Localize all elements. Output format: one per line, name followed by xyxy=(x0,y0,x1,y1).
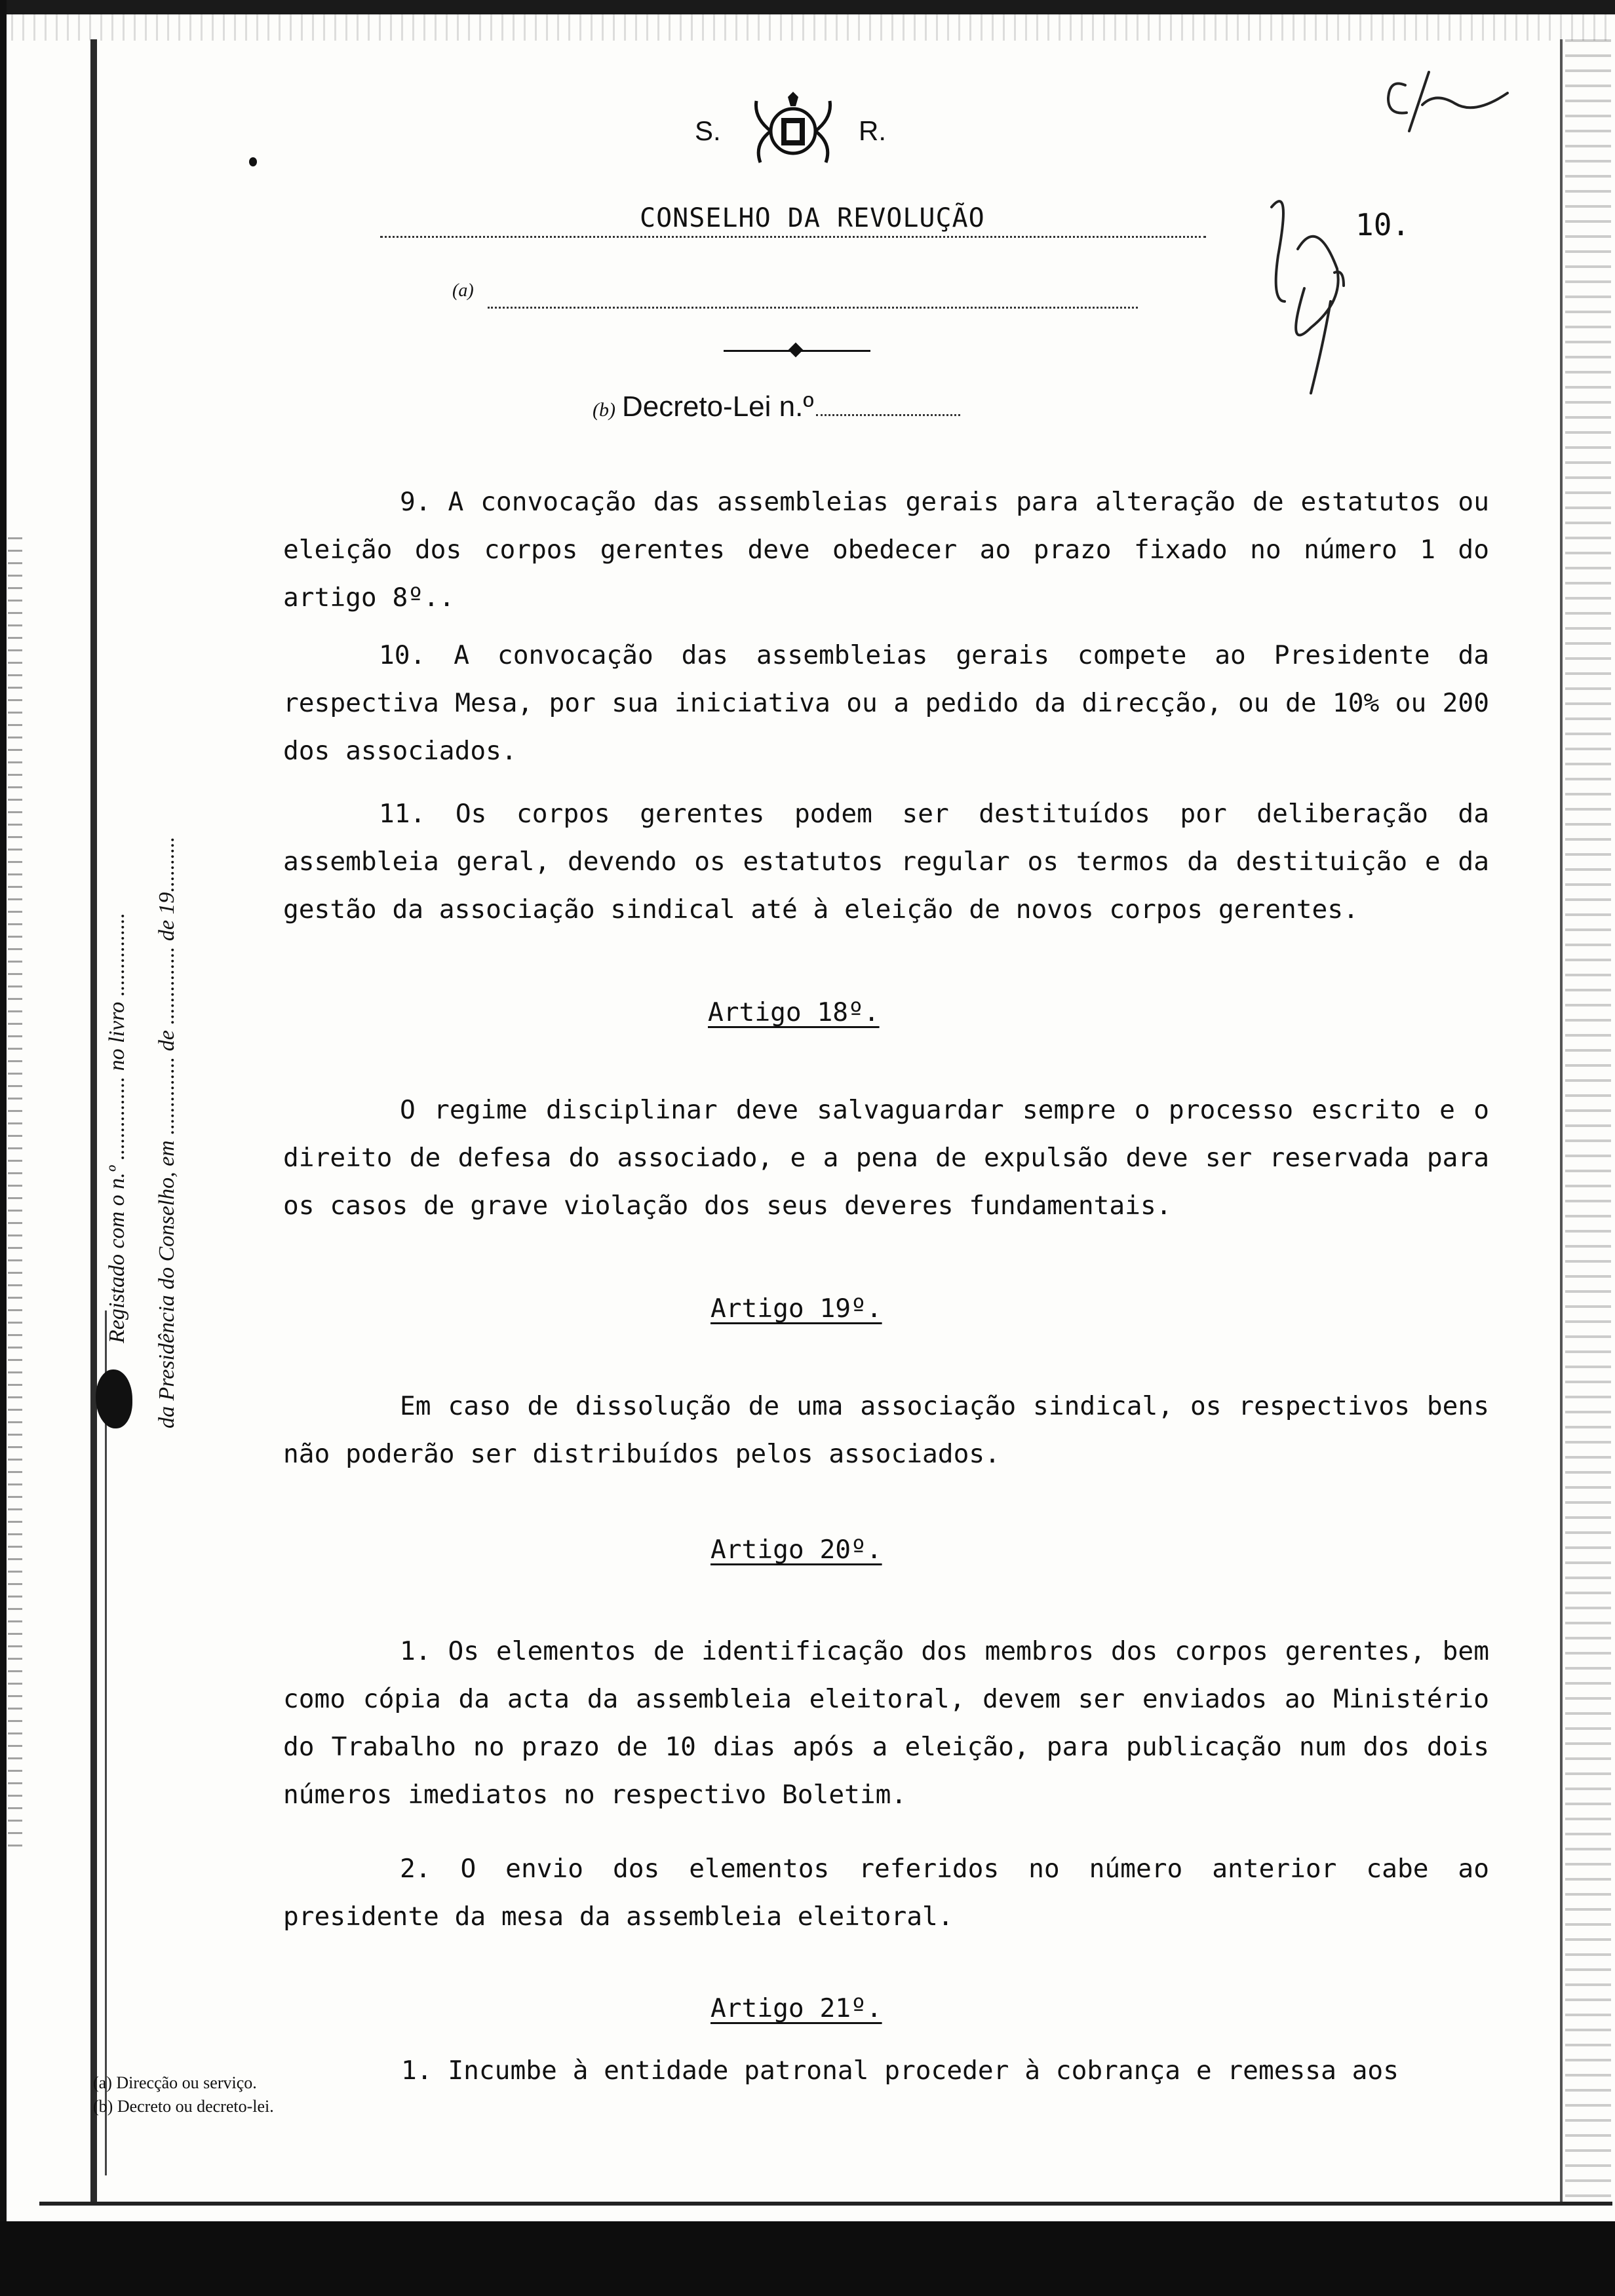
council-dotted-line xyxy=(380,236,1206,238)
scan-right-noise xyxy=(1565,39,1611,2202)
decree-prefix: (b) xyxy=(593,399,615,421)
decree-line xyxy=(593,391,960,423)
paragraph-9: 9. A convocação das assembleias gerais para alteração de estatutos ou eleição dos corpos gerentes deve obedecer ao prazo fixado no número 1 do artigo 8º.. xyxy=(283,487,1489,613)
article-20-paragraph-2: 2. O envio dos elementos referidos no número anterior cabe ao presidente da mesa da assembleia eleitoral. xyxy=(283,1854,1489,1932)
ink-blot xyxy=(96,1369,132,1428)
field-a-label: (a) xyxy=(452,280,474,301)
council-title: CONSELHO DA REVOLUÇÃO xyxy=(636,203,989,233)
header-letter-s: S. xyxy=(695,115,721,146)
article-19-title: Artigo 19º. xyxy=(710,1293,882,1324)
article-19-body: Em caso de dissolução de uma associação sindical, os respectivos bens não poderão ser distribuídos pelos associados. xyxy=(283,1391,1489,1469)
left-inner-rule xyxy=(105,1311,107,2175)
decree-dotted-line xyxy=(816,414,960,416)
divider-diamond-icon xyxy=(788,343,804,358)
article-20-title: Artigo 20º. xyxy=(710,1535,882,1565)
footnote-a: (a) Direcção ou serviço. xyxy=(93,2073,257,2092)
paragraph-11: 11. Os corpos gerentes podem ser destituídos por deliberação da assembleia geral, devendo os estatutos regular os termos da destituição e da gestão da associação sindical até à eleição de novos corpos gerentes. xyxy=(283,799,1489,925)
article-21-paragraph-1: 1. Incumbe à entidade patronal proceder à cobrança e remessa aos xyxy=(401,2056,1399,2086)
punch-mark xyxy=(249,157,257,166)
footnote-b: (b) Decreto ou decreto-lei. xyxy=(93,2097,274,2116)
coat-of-arms-icon xyxy=(747,92,839,170)
bottom-rule xyxy=(39,2202,1612,2206)
page-number: 10. xyxy=(1355,207,1411,242)
field-a-dotted-line xyxy=(488,307,1138,309)
margin-presidency-line: da Presidência do Conselho, em .............. de .............. de 19.......... xyxy=(155,836,179,1428)
article-18-body: O regime disciplinar deve salvaguardar sempre o processo escrito e o direito de defesa do associado, e a pena de expulsão deve ser reservada para os casos de grave violação dos seus deveres fundamentais. xyxy=(283,1095,1489,1221)
handwritten-signature-icon xyxy=(1180,52,1547,419)
article-21-title: Artigo 21º. xyxy=(710,1993,882,2023)
scan-top-noise xyxy=(0,14,1615,41)
left-margin-rule xyxy=(90,39,97,2202)
paragraph-10: 10. A convocação das assembleias gerais compete ao Presidente da respectiva Mesa, por sua iniciativa ou a pedido da direcção, ou de 10% ou 200 dos associados. xyxy=(283,640,1489,766)
scan-bottom-border xyxy=(0,2221,1615,2296)
margin-registration-line: Registado com o n.º ............... no livro ............... xyxy=(105,912,129,1343)
article-18-title: Artigo 18º. xyxy=(708,997,880,1027)
scan-left-noise xyxy=(8,537,22,1848)
decree-label: Decreto-Lei n.º xyxy=(621,391,814,423)
article-20-paragraph-1: 1. Os elementos de identificação dos membros dos corpos gerentes, bem como cópia da acta da assembleia eleitoral, devem ser enviados ao Ministério do Trabalho no prazo de 10 dias após a eleição, para publicação num dos dois números imediatos no respectivo Boletim. xyxy=(283,1636,1489,1810)
right-margin-rule xyxy=(1560,39,1563,2202)
header-letter-r: R. xyxy=(859,115,886,146)
scan-top-border xyxy=(0,0,1615,14)
scan-left-border xyxy=(0,0,7,2296)
